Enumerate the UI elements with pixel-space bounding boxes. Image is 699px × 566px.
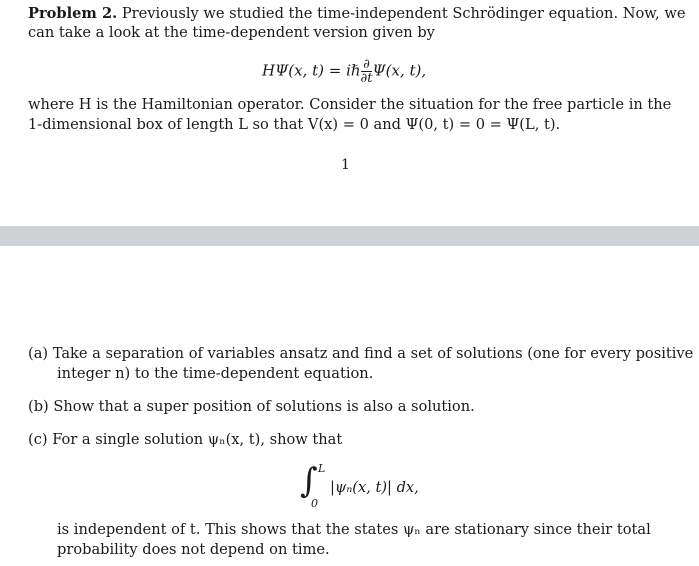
- intro-line-2: can take a look at the time-dependent version given by: [28, 24, 435, 41]
- schrodinger-equation: [262, 58, 426, 85]
- part-b-line: (b) Show that a super position of solutions is also a solution.: [28, 398, 475, 415]
- integral-sign: ∫: [300, 461, 318, 501]
- page-2: [0, 246, 699, 566]
- fraction-numerator: ∂: [361, 58, 373, 72]
- intro-line-1: [28, 4, 685, 24]
- page-1: [0, 0, 699, 226]
- page-number: 1: [341, 157, 350, 173]
- part-a-line-1: (a) Take a separation of variables ansatz and find a set of solutions (one for every positive: [28, 345, 694, 362]
- equation-rhs: Ψ(x, t),: [372, 61, 427, 80]
- part-c-line: (c) For a single solution ψₙ(x, t), show that: [28, 431, 343, 448]
- page-separator: [0, 226, 699, 246]
- partial-fraction: [361, 58, 373, 85]
- fraction-denominator: ∂t: [360, 71, 373, 86]
- integral-body: |ψₙ(x, t)| dx,: [330, 479, 419, 496]
- integral-lower-limit: 0: [311, 497, 318, 510]
- where-line-1: where H is the Hamiltonian operator. Consider the situation for the free particle in the: [28, 96, 672, 113]
- part-c-after-line-1: is independent of t. This shows that the states ψₙ are stationary since their total: [57, 521, 651, 538]
- part-c-after-line-2: probability does not depend on time.: [57, 541, 330, 558]
- part-a-line-2: integer n) to the time-dependent equation.: [57, 365, 374, 382]
- integral-upper-limit: L: [318, 462, 326, 475]
- intro-text-1: Previously we studied the time-independent Schrödinger equation. Now, we: [121, 5, 686, 22]
- where-line-2: 1-dimensional box of length L so that V(x) = 0 and Ψ(0, t) = 0 = Ψ(L, t).: [28, 116, 561, 133]
- problem-heading: Problem 2.: [28, 5, 118, 22]
- equation-lhs: HΨ(x, t) = iℏ: [262, 61, 361, 80]
